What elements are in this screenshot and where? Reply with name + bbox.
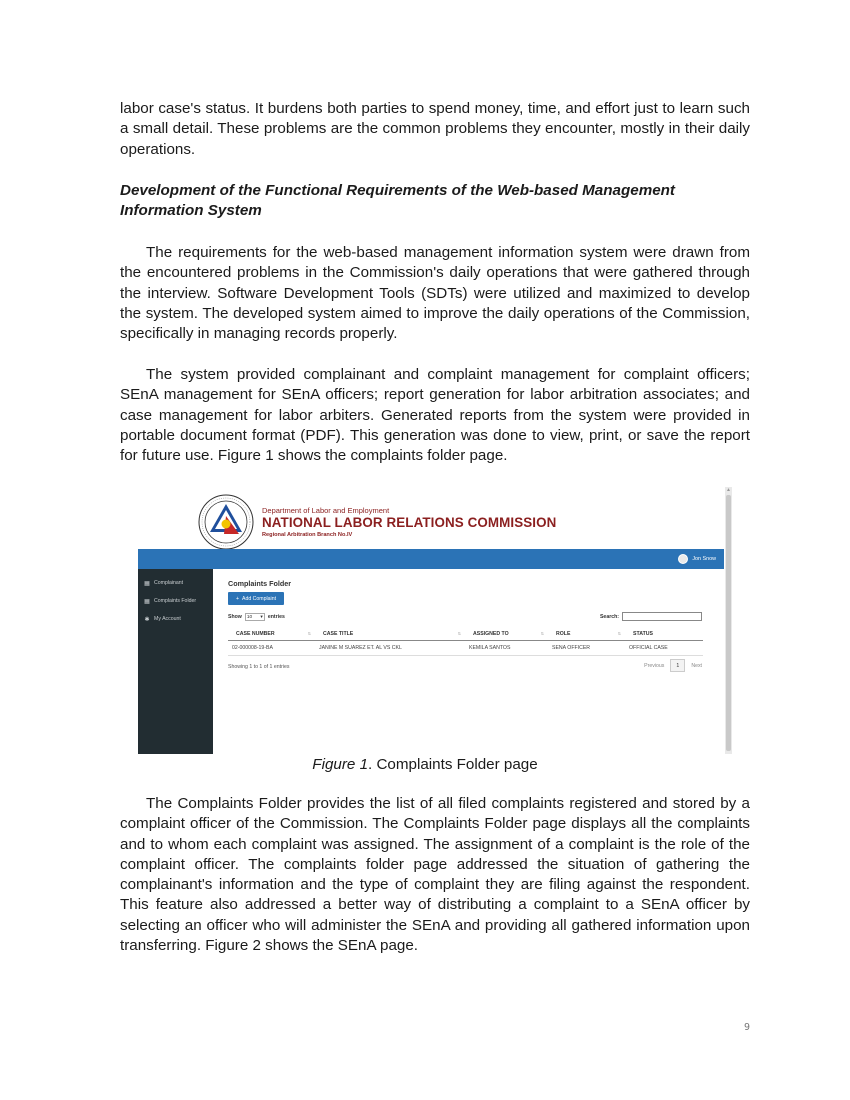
add-complaint-button[interactable] <box>228 592 284 605</box>
top-navbar <box>138 549 724 569</box>
table-icon: ▦ <box>144 598 150 605</box>
sidebar-item-complainant[interactable] <box>144 578 183 588</box>
gear-icon: ✱ <box>144 616 150 623</box>
sidebar-item-label: Complainant <box>154 580 184 586</box>
scroll-thumb[interactable] <box>726 495 731 751</box>
main-content <box>213 569 724 754</box>
search-label: Search: <box>599 613 619 620</box>
sidebar-item-label: Complaints Folder <box>154 598 197 604</box>
user-menu[interactable] <box>678 553 716 565</box>
sidebar-item-my-account[interactable] <box>144 614 181 624</box>
section-heading: Development of the Functional Requirements of the Web-based Management Information System <box>120 182 675 220</box>
table-search <box>600 612 702 621</box>
column-label: STATUS <box>633 630 653 637</box>
column-header-case-number[interactable] <box>228 627 315 641</box>
nlrc-seal-icon <box>198 494 254 550</box>
table-icon: ▦ <box>144 580 150 587</box>
entries-select-value: 10 <box>246 614 253 620</box>
table-row[interactable] <box>228 641 703 656</box>
page-title: Complaints Folder <box>228 579 292 588</box>
figure-1-screenshot <box>138 487 732 754</box>
sidebar-item-complaints-folder[interactable] <box>144 596 196 606</box>
figure-label: Figure 1 <box>312 756 369 773</box>
entries-label: entries <box>267 614 285 620</box>
table-info: Showing 1 to 1 of 1 entries <box>228 664 290 670</box>
show-label: Show <box>228 614 242 620</box>
sort-icon: ⇅ <box>617 631 621 636</box>
department-label: Department of Labor and Employment <box>262 506 390 515</box>
figure-caption-text: . Complaints Folder page <box>368 756 538 773</box>
organization-name: NATIONAL LABOR RELATIONS COMMISSION <box>262 515 557 530</box>
cell-case-title: JANINE M SUAREZ ET. AL VS CKL <box>315 641 465 656</box>
complaints-table <box>228 627 703 656</box>
column-label: ASSIGNED TO <box>473 630 509 637</box>
cell-role: SENA OFFICER <box>548 641 625 656</box>
add-complaint-label: Add Complaint <box>242 595 277 602</box>
branch-label: Regional Arbitration Branch No.IV <box>262 532 353 538</box>
figure-caption <box>0 755 850 775</box>
paragraph-intro: labor case's status. It burdens both parties to spend money, time, and effort just to learn such a small detail. These problems are the common problems they encounter, mostly in their daily operations. <box>120 100 750 158</box>
column-label: ROLE <box>556 630 571 637</box>
avatar[interactable] <box>678 554 688 564</box>
paragraph-system-features: The system provided complainant and complaint management for complaint officers; SEnA management for SEnA officers; report generation for labor arbitration associates; and case management for labor arbiters. Generated reports from the system were provided in portable document format (PDF). This generation was done to view, print, or save the report for future use. Figure 1 shows the complaints folder page. <box>120 366 750 465</box>
user-name[interactable]: Jon Snow <box>692 556 716 562</box>
scroll-up-icon[interactable]: ▲ <box>726 487 731 493</box>
column-label: CASE TITLE <box>323 630 354 637</box>
sidebar <box>138 569 213 754</box>
sort-icon: ⇅ <box>307 631 311 636</box>
sidebar-item-label: My Account <box>154 616 181 622</box>
plus-icon: + <box>235 595 239 602</box>
entries-select[interactable] <box>245 613 265 621</box>
column-label: CASE NUMBER <box>236 630 275 637</box>
column-header-case-title[interactable] <box>315 627 465 641</box>
cell-status: OFFICIAL CASE <box>625 641 703 656</box>
pagination <box>644 659 702 672</box>
column-header-status[interactable] <box>625 627 703 641</box>
cell-case-number: 02-000008-19-BA <box>228 641 315 656</box>
paragraph-requirements: The requirements for the web-based management information system were drawn from the encountered problems in the Commission's daily operations that were gathered through the interview. Software Development Tools (SDTs) were utilized and maximized to develop the system. The developed system aimed to improve the daily operations of the Commission, specifically in managing records properly. <box>120 244 750 343</box>
chevron-down-icon: ▾ <box>260 614 263 620</box>
cell-assigned-to: KEMILA SANTOS <box>465 641 548 656</box>
column-header-assigned-to[interactable] <box>465 627 548 641</box>
page-number: 9 <box>743 1022 750 1033</box>
next-button[interactable]: Next <box>691 662 702 669</box>
previous-button[interactable]: Previous <box>644 662 665 669</box>
page-1-button[interactable]: 1 <box>670 659 685 672</box>
table-header-row <box>228 627 703 641</box>
column-header-role[interactable] <box>548 627 625 641</box>
sort-icon: ⇅ <box>457 631 461 636</box>
sort-icon: ⇅ <box>540 631 544 636</box>
scrollbar[interactable] <box>725 487 732 754</box>
paragraph-complaints-folder: The Complaints Folder provides the list of all filed complaints registered and stored by a complaint officer of the Commission. The Complaints Folder page displays all the complaints and to whom each complaint was assigned. The assignment of a complaint is the role of the complaint officer. The complaints folder page addressed the situation of gathering the complainant's information and the type of complaint they are filing against the respondent. This feature also addressed a better way of distributing a complaint to a SEnA officer by selecting an officer who will administer the SEnA and providing all gathered information upon transferring. Figure 2 shows the SEnA page. <box>120 795 750 955</box>
screenshot-header <box>138 487 724 549</box>
entries-length-control <box>228 613 285 621</box>
search-input[interactable] <box>622 612 702 621</box>
